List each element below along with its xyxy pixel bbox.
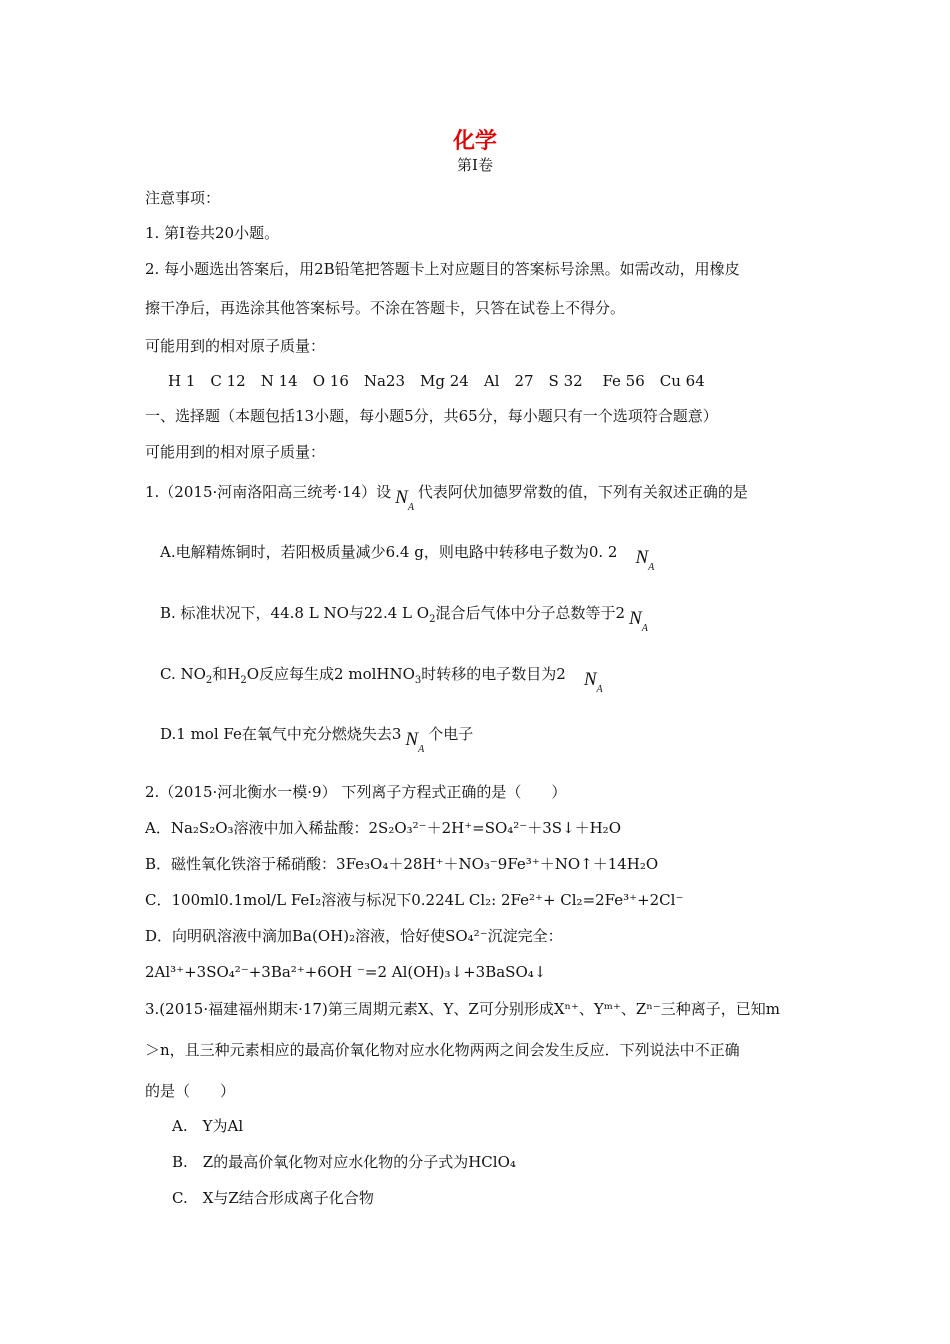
notice-heading: 注意事项： <box>145 189 221 207</box>
na-symbol: $N_A$ <box>395 487 414 513</box>
q1-option-a: A.电解精炼铜时，若阳极质量减少6.4 g，则电路中转移电子数为0. 2 $N_A$ <box>160 543 655 573</box>
q3-stem-3: 的是（ ） <box>145 1082 236 1100</box>
atomic-heading: 可能用到的相对原子质量： <box>145 337 326 355</box>
section-heading: 一、选择题（本题包括13小题，每小题5分，共65分，每小题只有一个选项符合题意） <box>145 407 718 425</box>
na-symbol: $N_A$ <box>629 608 648 634</box>
atomic-masses: H 1 C 12 N 14 O 16 Na23 Mg 24 Al 27 S 32 Fe 56 Cu 64 <box>168 372 705 390</box>
q2-option-a: A．Na₂S₂O₃溶液中加入稀盐酸：2S₂O₃²⁻＋2H⁺=SO₄²⁻＋3S↓＋H₂O <box>145 819 621 837</box>
q1-option-b: B. 标准状况下，44.8 L NO与22.4 L $O_2$混合后气体中分子总数等于2 $N_A$ <box>160 604 648 634</box>
na-symbol: $N_A$ <box>583 669 603 695</box>
q1-option-c: C. $NO_2$和$H_2O$反应每生成2 molHNO$_3$时转移的电子数目为2 $N_A$ <box>160 665 603 695</box>
q3-stem-1: 3.(2015·福建福州期末·17)第三周期元素X、Y、Z可分别形成Xⁿ⁺、Yᵐ⁺、Zⁿ⁻三种离子，已知m <box>145 1000 780 1018</box>
q3-stem-2: ＞n，且三种元素相应的最高价氧化物对应水化物两两之间会发生反应．下列说法中不正确 <box>145 1041 740 1059</box>
q1-option-d: D.1 mol Fe在氧气中充分燃烧失去3 $N_A$个电子 <box>160 725 474 755</box>
q2-option-c: C．100ml0.1mol/L FeI₂溶液与标况下0.224L Cl₂: 2Fe²⁺+ Cl₂=2Fe³⁺+2Cl⁻ <box>145 891 684 909</box>
notice-item-2: 2. 每小题选出答案后，用2B铅笔把答题卡上对应题目的答案标号涂黑。如需改动，用橡皮 <box>145 260 740 278</box>
na-symbol: $N_A$ <box>405 729 425 755</box>
atomic-heading-2: 可能用到的相对原子质量： <box>145 443 326 461</box>
q2-option-d: D．向明矾溶液中滴加Ba(OH)₂溶液，恰好使SO₄²⁻沉淀完全： <box>145 927 563 945</box>
na-symbol: $N_A$ <box>635 547 655 573</box>
notice-item-2-cont: 擦干净后，再选涂其他答案标号。不涂在答题卡，只答在试卷上不得分。 <box>145 299 626 317</box>
q2-stem: 2.（2015·河北衡水一模·9） 下列离子方程式正确的是（ ） <box>145 783 567 801</box>
page-title: 化学 <box>452 129 497 154</box>
q3-option-a: A. Y为Al <box>172 1117 244 1135</box>
page-subtitle: 第Ⅰ卷 <box>457 156 493 174</box>
q2-option-b: B．磁性氧化铁溶于稀硝酸：3Fe₃O₄＋28H⁺＋NO₃⁻9Fe³⁺＋NO↑＋14H₂O <box>145 855 659 873</box>
q3-option-c: C. X与Z结合形成离子化合物 <box>172 1189 374 1207</box>
q1-stem: 1.（2015·河南洛阳高三统考·14）设 $N_A$代表阿伏加德罗常数的值，下列有关叙述正确的是 <box>145 483 748 513</box>
q3-option-b: B. Z的最高价氧化物对应水化物的分子式为HClO₄ <box>172 1153 516 1171</box>
notice-item-1: 1. 第Ⅰ卷共20小题。 <box>145 224 280 242</box>
q2-option-d-equation: 2Al³⁺+3SO₄²⁻+3Ba²⁺+6OH ⁻=2 Al(OH)₃↓+3BaSO₄↓ <box>145 963 547 981</box>
